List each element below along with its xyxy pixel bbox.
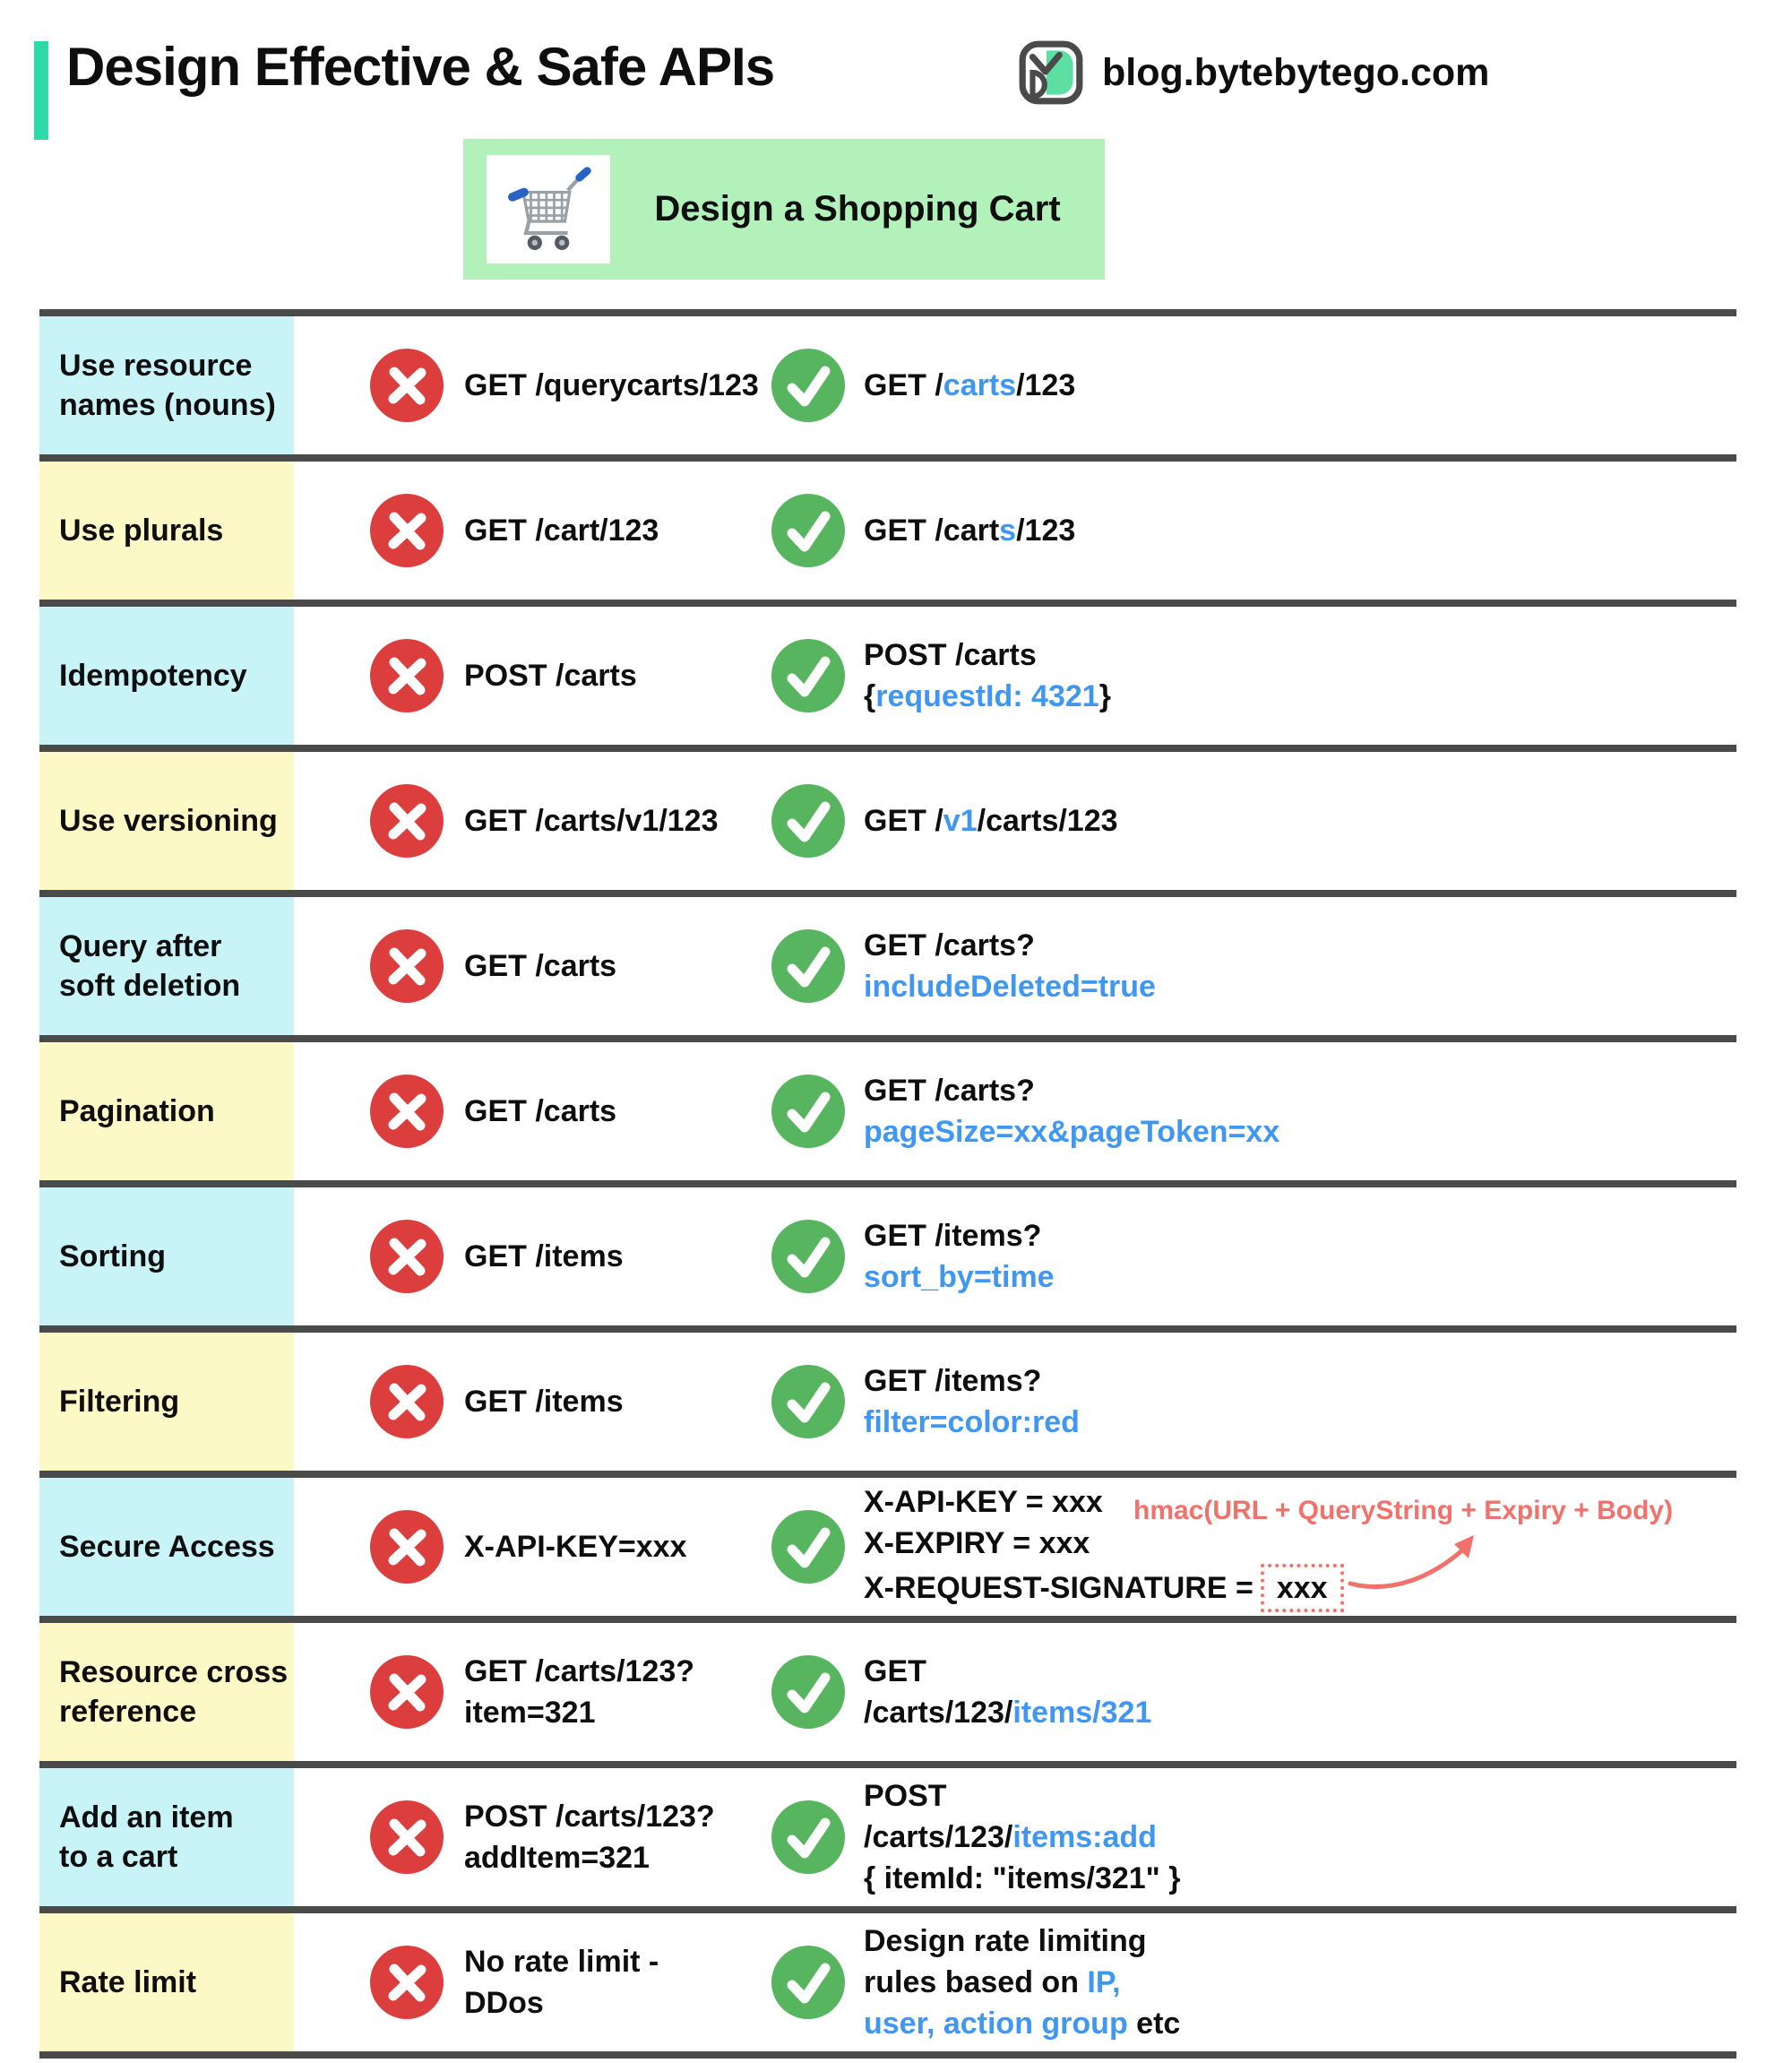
row-label-line: Resource cross bbox=[59, 1655, 289, 1689]
check-icon bbox=[771, 1509, 846, 1584]
row-label-line: Filtering bbox=[59, 1385, 180, 1419]
api-example-text bbox=[864, 1651, 1151, 1733]
cross-icon bbox=[369, 1654, 444, 1730]
api-example-line bbox=[464, 655, 637, 696]
api-text-segment: sort_by=time bbox=[864, 1260, 1055, 1294]
arrow-icon bbox=[1343, 1530, 1486, 1593]
api-text-segment: GET /carts/v1/123 bbox=[464, 804, 719, 838]
api-example-line bbox=[464, 1236, 624, 1277]
table-row bbox=[39, 1180, 1736, 1325]
api-text-segment: GET /cart/123 bbox=[464, 514, 659, 548]
api-example-line bbox=[864, 966, 1156, 1007]
accent-bar bbox=[34, 41, 48, 140]
check-icon bbox=[771, 1364, 846, 1439]
table-row bbox=[39, 600, 1736, 745]
row-label bbox=[39, 1478, 294, 1616]
row-label-line: Query after bbox=[59, 929, 222, 963]
table-row bbox=[39, 1325, 1736, 1471]
cross-icon bbox=[369, 1219, 444, 1294]
check-icon bbox=[771, 1800, 846, 1875]
api-text-segment: addItem=321 bbox=[464, 1841, 650, 1875]
row-label-line: to a cart bbox=[59, 1840, 178, 1874]
api-example-line bbox=[464, 365, 759, 406]
api-example-line bbox=[464, 945, 616, 987]
check-icon bbox=[771, 1945, 846, 2020]
api-text-segment: GET /carts bbox=[464, 1094, 617, 1128]
api-text-segment: X-API-KEY=xxx bbox=[464, 1530, 687, 1564]
api-example-line bbox=[864, 1523, 1344, 1564]
api-example-line bbox=[864, 925, 1156, 966]
check-icon bbox=[771, 1654, 846, 1730]
row-label bbox=[39, 462, 294, 600]
api-example-text bbox=[864, 1215, 1055, 1298]
api-text-segment: GET / bbox=[864, 804, 943, 838]
api-example-line bbox=[864, 1256, 1055, 1298]
api-example-line bbox=[864, 2003, 1180, 2044]
api-text-segment: rules based on bbox=[864, 1965, 1088, 1999]
api-example-line bbox=[864, 365, 1075, 406]
page-title: Design Effective & Safe APIs bbox=[66, 37, 775, 97]
api-example-line bbox=[464, 1837, 715, 1878]
api-example-text bbox=[464, 1941, 659, 2024]
api-example-line bbox=[864, 1775, 1180, 1817]
row-label bbox=[39, 1333, 294, 1471]
api-example-text bbox=[864, 1921, 1180, 2044]
api-text-segment: GET /items? bbox=[864, 1364, 1042, 1398]
api-example-line bbox=[864, 1070, 1279, 1111]
api-example-text bbox=[464, 1526, 687, 1567]
api-example-text bbox=[464, 1381, 624, 1422]
api-example-line bbox=[864, 510, 1075, 551]
cross-icon bbox=[369, 1945, 444, 2020]
check-icon bbox=[771, 1074, 846, 1149]
api-example-line bbox=[864, 800, 1118, 842]
row-label-line: Pagination bbox=[59, 1094, 215, 1128]
api-text-segment: requestId: 4321 bbox=[875, 679, 1099, 713]
api-text-segment: IP, bbox=[1087, 1965, 1121, 1999]
api-example-line bbox=[864, 1651, 1151, 1692]
api-text-segment: GET /querycarts/123 bbox=[464, 368, 759, 402]
table-row bbox=[39, 1616, 1736, 1761]
row-label bbox=[39, 1768, 294, 1906]
api-example-line bbox=[864, 1360, 1080, 1402]
api-text-segment: GET /carts? bbox=[864, 1074, 1035, 1108]
api-text-segment: POST /carts bbox=[864, 638, 1037, 672]
api-example-text bbox=[464, 510, 659, 551]
api-example-line bbox=[464, 1692, 694, 1733]
table-row bbox=[39, 309, 1736, 454]
api-text-segment: includeDeleted=true bbox=[864, 970, 1156, 1004]
api-text-segment: etc bbox=[1127, 2007, 1181, 2041]
api-example-text bbox=[864, 800, 1118, 842]
api-example-text bbox=[464, 1651, 694, 1733]
api-text-segment: DDos bbox=[464, 1986, 544, 2020]
cross-icon bbox=[369, 1364, 444, 1439]
api-example-text bbox=[464, 945, 616, 987]
api-text-segment: X-REQUEST-SIGNATURE = bbox=[864, 1571, 1254, 1605]
check-icon bbox=[771, 348, 846, 423]
good-example bbox=[771, 1623, 1736, 1761]
row-label bbox=[39, 1042, 294, 1180]
bad-example bbox=[294, 1042, 771, 1180]
good-example bbox=[771, 1913, 1736, 2051]
good-example bbox=[771, 752, 1736, 890]
row-label bbox=[39, 607, 294, 745]
api-example-text bbox=[864, 510, 1075, 551]
api-text-segment: /carts/123 bbox=[977, 804, 1118, 838]
api-text-segment: xxx bbox=[1261, 1564, 1344, 1612]
api-example-line bbox=[464, 1526, 687, 1567]
row-label-line: Idempotency bbox=[59, 659, 247, 693]
api-text-segment: GET /carts? bbox=[864, 928, 1035, 962]
api-example-line bbox=[864, 676, 1111, 717]
api-text-segment: Design rate limiting bbox=[864, 1924, 1147, 1958]
api-example-line bbox=[464, 510, 659, 551]
api-text-segment: items:add bbox=[1012, 1820, 1157, 1854]
cart-image-box bbox=[487, 155, 610, 263]
api-text-segment: GET /items bbox=[464, 1239, 624, 1273]
cross-icon bbox=[369, 638, 444, 713]
api-text-segment: No rate limit - bbox=[464, 1945, 659, 1979]
hmac-annotation: hmac(URL + QueryString + Expiry + Body) bbox=[1133, 1496, 1674, 1525]
api-example-line bbox=[464, 800, 719, 842]
api-example-line bbox=[464, 1381, 624, 1422]
api-text-segment: carts bbox=[943, 368, 1017, 402]
api-example-line bbox=[864, 1111, 1279, 1152]
site-badge bbox=[1016, 38, 1489, 108]
check-icon bbox=[771, 493, 846, 568]
api-text-segment: /carts/123/ bbox=[864, 1820, 1013, 1854]
check-icon bbox=[771, 783, 846, 859]
api-example-text bbox=[464, 1091, 616, 1132]
api-example-line bbox=[864, 634, 1111, 676]
shopping-cart-banner bbox=[463, 139, 1105, 280]
table-row bbox=[39, 1906, 1736, 2051]
api-text-segment: GET / bbox=[864, 368, 943, 402]
api-example-line bbox=[464, 1796, 715, 1837]
api-text-segment: POST /carts/123? bbox=[464, 1800, 715, 1834]
api-text-segment: filter=color:red bbox=[864, 1405, 1080, 1439]
table-row bbox=[39, 890, 1736, 1035]
api-text-segment: item=321 bbox=[464, 1696, 596, 1730]
api-text-segment: /123 bbox=[1016, 368, 1076, 402]
api-text-segment: { itemId: "items/321" } bbox=[864, 1861, 1181, 1895]
bad-example bbox=[294, 1768, 771, 1906]
site-url: blog.bytebytego.com bbox=[1102, 50, 1490, 94]
api-text-segment: POST bbox=[864, 1779, 947, 1813]
api-example-line bbox=[464, 1941, 659, 1982]
api-text-segment: X-API-KEY = xxx bbox=[864, 1485, 1103, 1519]
cross-icon bbox=[369, 1800, 444, 1875]
check-icon bbox=[771, 1219, 846, 1294]
api-example-text bbox=[864, 634, 1111, 717]
bad-example bbox=[294, 752, 771, 890]
shopping-cart-icon bbox=[502, 163, 595, 256]
table-row bbox=[39, 1035, 1736, 1180]
row-label bbox=[39, 1623, 294, 1761]
api-example-line bbox=[864, 1962, 1180, 2003]
table-row bbox=[39, 1471, 1736, 1616]
good-example bbox=[771, 607, 1736, 745]
row-label bbox=[39, 316, 294, 454]
api-text-segment: GET bbox=[864, 1654, 926, 1688]
cross-icon bbox=[369, 1074, 444, 1149]
row-label bbox=[39, 897, 294, 1035]
api-example-line bbox=[864, 1564, 1344, 1612]
api-example-text bbox=[464, 1796, 715, 1878]
good-example bbox=[771, 1333, 1736, 1471]
api-text-segment: items/321 bbox=[1012, 1696, 1152, 1730]
bad-example bbox=[294, 316, 771, 454]
bad-example bbox=[294, 1187, 771, 1325]
rules-table bbox=[39, 309, 1736, 2059]
row-label-line: Use resource bbox=[59, 349, 253, 383]
cross-icon bbox=[369, 1509, 444, 1584]
bad-example bbox=[294, 607, 771, 745]
bad-example bbox=[294, 1478, 771, 1616]
api-example-line bbox=[864, 1215, 1055, 1256]
api-example-text bbox=[464, 655, 637, 696]
api-text-segment: } bbox=[1098, 679, 1111, 713]
table-row bbox=[39, 745, 1736, 890]
api-text-segment: v1 bbox=[943, 804, 978, 838]
bad-example bbox=[294, 1623, 771, 1761]
api-text-segment: X-EXPIRY = xxx bbox=[864, 1526, 1090, 1560]
api-text-segment: GET /cart bbox=[864, 514, 1000, 548]
api-text-segment: user, action group bbox=[864, 2007, 1128, 2041]
api-example-text bbox=[464, 800, 719, 842]
api-text-segment: GET /carts/123? bbox=[464, 1654, 695, 1688]
row-label bbox=[39, 1187, 294, 1325]
row-label bbox=[39, 752, 294, 890]
api-text-segment: s bbox=[999, 514, 1017, 548]
good-example bbox=[771, 462, 1736, 600]
check-icon bbox=[771, 928, 846, 1004]
api-example-line bbox=[864, 1858, 1180, 1899]
api-text-segment: POST /carts bbox=[464, 659, 637, 693]
api-example-line bbox=[464, 1091, 616, 1132]
banner-title: Design a Shopping Cart bbox=[654, 189, 1061, 229]
api-example-line bbox=[864, 1817, 1180, 1858]
row-label-line: Sorting bbox=[59, 1239, 166, 1273]
api-example-line bbox=[864, 1402, 1080, 1443]
cross-icon bbox=[369, 348, 444, 423]
row-label-line: Use plurals bbox=[59, 514, 224, 548]
api-example-text bbox=[464, 1236, 624, 1277]
bad-example bbox=[294, 462, 771, 600]
api-text-segment: /123 bbox=[1016, 514, 1076, 548]
good-example bbox=[771, 316, 1736, 454]
cross-icon bbox=[369, 928, 444, 1004]
api-example-text bbox=[864, 1360, 1080, 1443]
api-example-line bbox=[864, 1921, 1180, 1962]
api-example-text bbox=[864, 925, 1156, 1007]
bad-example bbox=[294, 897, 771, 1035]
api-text-segment: pageSize=xx&pageToken=xx bbox=[864, 1115, 1280, 1149]
table-row bbox=[39, 454, 1736, 600]
cross-icon bbox=[369, 783, 444, 859]
good-example bbox=[771, 1187, 1736, 1325]
row-label-line: Add an item bbox=[59, 1800, 234, 1834]
row-label-line: soft deletion bbox=[59, 969, 241, 1003]
good-example bbox=[771, 1042, 1736, 1180]
bad-example bbox=[294, 1913, 771, 2051]
api-example-text bbox=[864, 365, 1075, 406]
api-text-segment: { bbox=[864, 679, 876, 713]
good-example bbox=[771, 897, 1736, 1035]
api-text-segment: GET /items? bbox=[864, 1219, 1042, 1253]
row-label-line: Use versioning bbox=[59, 804, 278, 838]
api-example-text bbox=[864, 1070, 1279, 1152]
bytebytego-logo-icon bbox=[1016, 38, 1086, 108]
api-example-line bbox=[464, 1651, 694, 1692]
api-text-segment: GET /items bbox=[464, 1385, 624, 1419]
api-example-text bbox=[464, 365, 759, 406]
api-text-segment: GET /carts bbox=[464, 949, 617, 983]
row-label-line: Secure Access bbox=[59, 1530, 275, 1564]
api-example-text bbox=[864, 1775, 1180, 1899]
good-example bbox=[771, 1768, 1736, 1906]
api-example-line bbox=[864, 1692, 1151, 1733]
check-icon bbox=[771, 638, 846, 713]
row-label-line: reference bbox=[59, 1695, 197, 1729]
row-label-line: names (nouns) bbox=[59, 388, 276, 422]
table-row bbox=[39, 1761, 1736, 1906]
api-example-line bbox=[464, 1982, 659, 2024]
cross-icon bbox=[369, 493, 444, 568]
row-label bbox=[39, 1913, 294, 2051]
bad-example bbox=[294, 1333, 771, 1471]
row-label-line: Rate limit bbox=[59, 1965, 197, 1999]
api-text-segment: /carts/123/ bbox=[864, 1696, 1013, 1730]
